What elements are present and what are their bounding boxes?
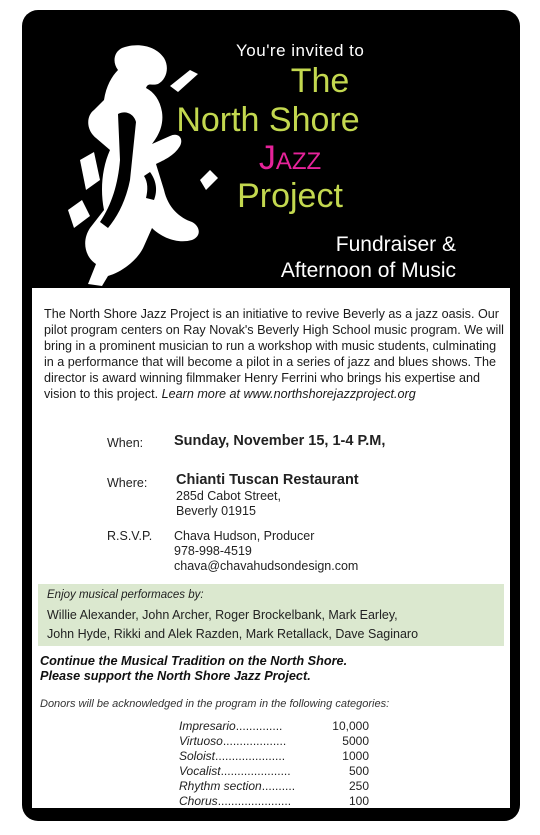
donors-note: Donors will be acknowledged in the program in the following categories: [40, 698, 390, 710]
title-the: The [290, 62, 350, 100]
rsvp-block [174, 529, 358, 574]
title-project: Project [237, 177, 343, 215]
learn-more-link[interactable]: Learn more at www.northshorejazzproject.org [161, 387, 416, 401]
fundraiser-line-1: Fundraiser & [335, 233, 456, 256]
venue-street: 285d Cabot Street, [176, 489, 281, 503]
donor-level: Rhythm section.......... 250 [179, 779, 369, 793]
invited-text: You're invited to [236, 41, 365, 60]
invitation-card [22, 10, 520, 821]
when-label: When: [107, 436, 144, 450]
appeal-line-2: Please support the North Shore Jazz Project. [40, 669, 311, 683]
donor-level: Soloist..................... 1000 [179, 749, 369, 763]
performers-line-1: Willie Alexander, John Archer, Roger Brockelbank, Mark Earley, [47, 608, 398, 622]
performers-box [38, 584, 504, 646]
performers-line-2: John Hyde, Rikki and Alek Razden, Mark Retallack, Dave Saginaro [47, 627, 419, 641]
venue-city: Beverly 01915 [176, 504, 256, 518]
rsvp-phone: 978-998-4519 [174, 544, 252, 558]
title-jazz: Jazz [258, 139, 322, 177]
rsvp-label: R.S.V.P. [107, 529, 153, 543]
rsvp-email[interactable]: chava@chavahudsondesign.com [174, 559, 359, 573]
donor-levels [179, 719, 369, 809]
donor-level: Chorus...................... 100 [179, 794, 369, 808]
intro-text: The North Shore Jazz Project is an initiative to revive Beverly as a jazz oasis. Our pilot program centers on Ray Novak's Beverly High School music program. We will bring in a prominent musician to run a workshop with music students, culminating in a performance that will become a pilot in a series of jazz and blues shows. The director is award winning filmmaker Henry Ferrini who brings his expertise and vision to this project. [44, 307, 504, 401]
when-value: Sunday, November 15, 1-4 P.M, [174, 433, 386, 449]
where-block [176, 472, 359, 519]
support-appeal [40, 654, 500, 684]
donor-level: Vocalist..................... 500 [179, 764, 369, 778]
intro-paragraph [44, 306, 506, 402]
details-panel [32, 288, 510, 808]
venue-name: Chianti Tuscan Restaurant [176, 472, 359, 488]
fundraiser-subtitle [196, 232, 456, 284]
title-north-shore: North Shore [176, 101, 360, 139]
donor-level: Impresario.............. 10,000 [179, 719, 369, 733]
performers-list [47, 606, 497, 644]
donor-level: Virtuoso................... 5000 [179, 734, 369, 748]
fundraiser-line-2: Afternoon of Music [280, 259, 456, 282]
where-label: Where: [107, 476, 148, 490]
hero-banner [22, 10, 520, 288]
appeal-line-1: Continue the Musical Tradition on the North Shore. [40, 654, 348, 668]
performers-heading: Enjoy musical performaces by: [47, 589, 204, 601]
rsvp-name: Chava Hudson, Producer [174, 529, 315, 543]
